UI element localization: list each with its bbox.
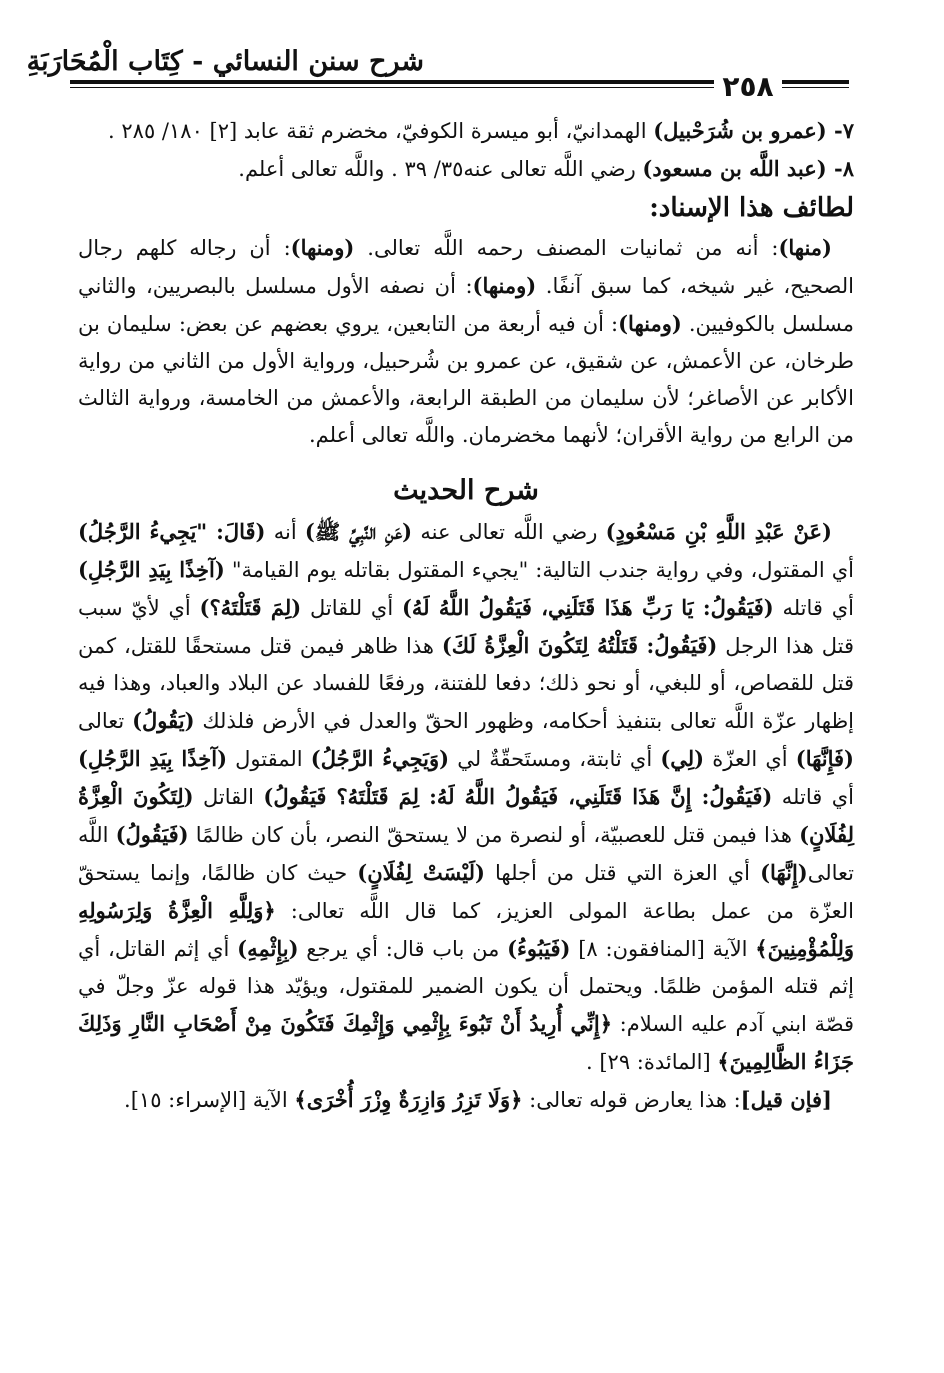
commentary-text: أي العزة التي قتل من أجلها	[484, 861, 761, 885]
commentary-text: أي إثم القاتل، أي إثم قتله المؤمن ظلمًا. ويحتمل أن يكون الضمير للمقتول، ويؤيّد هذا قوله عزّ وجلّ في قصّة ابني آدم عليه السلام:	[78, 937, 855, 1036]
hadith-quote: (فَيَقُولُ: يَا رَبِّ هَذَا قَتَلَنِي، فَيَقُولُ اللَّهُ لَهُ)	[401, 595, 774, 620]
commentary-text: : هذا يعارض قوله تعالى:	[522, 1088, 741, 1112]
hadith-quote: (فَيَقُولُ: إِنَّ هَذَا قَتَلَنِي، فَيَقُولُ اللَّهُ لَهُ: لِمَ قَتَلْتَهُ؟ فَيَقُولُ)	[263, 784, 773, 809]
hadith-quote: ﴿وَلِلَّهِ الْعِزَّةُ وَلِرَسُولِهِ وَلِلْمُؤْمِنِينَ﴾	[78, 898, 854, 961]
commentary-text: أي ثابتة، ومستَحقّةٌ لي	[449, 747, 661, 771]
isnad-paragraph	[78, 229, 854, 454]
hadith-quote: (فَيَبُوءُ)	[507, 936, 571, 961]
hadith-quote: (إِنَّهَا)	[760, 860, 808, 885]
narrator-entry-8	[78, 150, 854, 188]
point-text: : أن رجاله كلهم رجال الصحيح، غير شيخه، كما سبق آنفًا.	[78, 236, 854, 298]
hadith-quote: (وَيَجِيءُ الرَّجُلُ)	[310, 746, 450, 771]
hadith-quote: (فَإِنَّهَا)	[795, 746, 854, 771]
commentary-text: أي المقتول، وفي رواية جندب التالية: "يجيء المقتول بقاتله يوم القيامة"	[224, 558, 855, 582]
isnad-heading: لطائف هذا الإسناد:	[649, 193, 854, 223]
hadith-quote: (عَنْ عَبْدِ اللَّهِ بْنِ مَسْعُودٍ)	[605, 519, 832, 544]
hadith-quote: (فَيَقُولُ: قَتَلْتُهُ لِتَكُونَ الْعِزَّةُ لَكَ)	[441, 633, 718, 658]
narrator-description: رضي اللَّه تعالى عنه٣٥/ ٣٩ . واللَّه تعالى أعلم.	[238, 157, 643, 181]
narrator-name: ٧- (عمرو بن شُرَحْبيل)	[653, 118, 854, 143]
point-text: : أنه من ثمانيات المصنف رحمه اللَّه تعالى.	[354, 236, 779, 260]
commentary-text: المقتول	[227, 747, 311, 771]
point-label: (ومنها)	[290, 235, 355, 260]
hadith-quote: (لَيْسَتْ لِفُلَانٍ)	[357, 860, 485, 885]
sharh-paragraph	[78, 513, 854, 1081]
hadith-quote: (بِإِثْمِهِ)	[237, 936, 299, 961]
commentary-text: [المائدة: ٢٩] .	[586, 1050, 718, 1074]
narrator-description: الهمدانيّ، أبو ميسرة الكوفيّ، مخضرم ثقة عابد [٢] ١٨٠/ ٢٨٥ .	[108, 119, 654, 143]
commentary-text: هذا ظاهر فيمن قتل مستحقًا للقتل، كمن قتل للقصاص، أو للبغي، أو نحو ذلك؛ دفعا للفتنة، ورفعًا للفساد عن البلاد والعباد، وهذا فيه إظهار عزّة اللَّه تعالى بتنفيذ أحكامه، وظهور الحقّ والعدل في الأرض فلذلك	[78, 634, 855, 733]
commentary-text: رضي اللَّه تعالى عنه	[412, 520, 606, 544]
narrator-entry-7	[78, 112, 854, 150]
commentary-text: حيث كان ظالمًا، وإنما يستحقّ العزّة من عمل بطاعة المولى العزيز، كما قال اللَّه تعالى:	[78, 861, 854, 923]
commentary-text: هذا فيمن قتل للعصبيّة، أو لنصرة من لا يستحقّ النصر، بأن كان ظالمًا	[188, 823, 800, 847]
hadith-quote: (قَالَ: "يَجِيءُ الرَّجُلُ)	[78, 519, 266, 544]
hadith-quote: ﴿وَلَا تَزِرُ وَازِرَةٌ وِزْرَ أُخْرَى﴾	[294, 1087, 523, 1112]
page-number: ٢٥٨	[714, 70, 782, 104]
running-title: شرح سنن النسائي - كِتَاب الْمُحَارَبَةِ	[26, 46, 424, 77]
commentary-text: تعالى	[78, 709, 133, 733]
hadith-quote: (يَقُولُ)	[132, 708, 195, 733]
hadith-quote: ﴿إِنِّي أُرِيدُ أَنْ تَبُوءَ بِإِثْمِي وَإِثْمِكَ فَتَكُونَ مِنْ أَصْحَابِ النَّارِ وَذَلِكَ جَزَاءُ الظَّالِمِينَ﴾	[78, 1011, 854, 1074]
hadith-quote: (لِتَكُونَ الْعِزَّةُ لِفُلَانٍ)	[78, 784, 854, 847]
commentary-text: اللَّه تعالى	[78, 823, 855, 885]
narrator-name: ٨- (عبد اللَّه بن مسعود)	[642, 156, 854, 181]
hadith-quote: (آخِذًا بِيَدِ الرَّجُلِ)	[78, 557, 225, 582]
commentary-text: الآية [المنافقون: ٨]	[570, 937, 756, 961]
commentary-text: من باب قال: أي يرجع	[298, 937, 508, 961]
hadith-quote: (لِي)	[660, 746, 705, 771]
sharh-heading: شرح الحديث	[393, 475, 539, 506]
point-label: (ومنها)	[618, 311, 682, 336]
commentary-text: أنه	[265, 520, 305, 544]
point-text: : أن نصفه الأول مسلسل بالبصريين، والثاني مسلسل بالكوفيين.	[78, 274, 854, 336]
point-text: : أن فيه أربعة من التابعين، يروي بعضهم عن بعض: سليمان بن طرخان، عن الأعمش، عن شقيق، عن عمرو بن شُرحبيل، ورواية الأول من الثاني من رواية الأكابر عن الأصاغر؛ لأن سليمان من الطبقة الرابعة، والأعمش من الخامسة، ورواية الثالث من الرابع من رواية الأقران؛ لأنهما مخضرمان. واللَّه تعالى أعلم.	[78, 312, 854, 447]
sharh-paragraph-objection	[78, 1081, 854, 1119]
hadith-quote: (فَيَقُولُ)	[115, 822, 189, 847]
commentary-text: القاتل	[193, 785, 264, 809]
commentary-text: أي العزّة	[704, 747, 796, 771]
hadith-quote: [فإن قيل]	[740, 1087, 832, 1112]
point-label: (منها)	[778, 235, 832, 260]
commentary-text: أي قاتله	[773, 596, 854, 620]
body-text	[78, 112, 854, 1119]
commentary-text: أي للقاتل	[301, 596, 402, 620]
commentary-text: أي قاتله	[772, 785, 854, 809]
hadith-quote: (آخِذًا بِيَدِ الرَّجُلِ)	[78, 746, 228, 771]
hadith-quote: (لِمَ قَتَلْتَهُ؟)	[199, 595, 302, 620]
commentary-text: الآية [الإسراء: ١٥].	[124, 1088, 295, 1112]
commentary-text: أي لأيّ سبب قتل هذا الرجل	[78, 596, 854, 658]
hadith-quote: (عَنِ النَّبِيِّ ﷺ)	[304, 519, 413, 544]
point-label: (ومنها)	[472, 273, 537, 298]
